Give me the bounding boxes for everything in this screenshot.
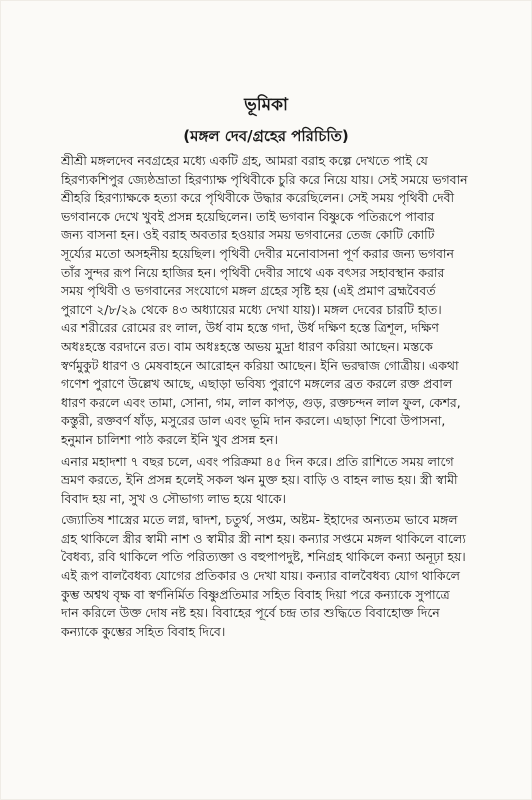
text-line: কস্তুরী, রক্তবর্ণ ষাঁড়, মসুরের ডাল এবং ভূমি দান করলে। এছাড়া শিবো উপাসনা, [61, 413, 446, 429]
text-line: জ্যোতিষ শাস্ত্রের মতে লগ্ন, দ্বাদশ, চতুর্থ, সপ্তম, অষ্টম- ইহাদের অন্যতম ভাবে মঙ্গল [61, 512, 458, 528]
text-line: সূর্য্যের মতো অসহনীয় হয়েছিল। পৃথিবী দেবীর মনোবাসনা পূর্ণ করার জন্য ভগবান [61, 245, 454, 261]
text-line: বৈধব্য, রবি থাকিলে পতি পরিত্যক্তা ও বহুপাপদুষ্ট, শনিগ্রহ থাকিলে কন্যা অনূঢ়া হয়। [61, 549, 466, 565]
text-line: হিরণ্যকশিপুর জ্যেষ্ঠভ্রাতা হিরণ্যাক্ষ পৃথিবীকে চুরি করে নিয়ে যায়। সেই সময়ে ভগবান [61, 171, 468, 187]
text-line: জন্য বাসনা হন। ওই বরাহ অবতার হওয়ার সময় ভগবানের তেজ কোটি কোটি [61, 227, 435, 243]
text-line: শ্রীহরি হিরণ্যাক্ষকে হত্যা করে পৃথিবীকে উদ্ধার করেছিলেন। সেই সময় পৃথিবী দেবী [61, 190, 455, 206]
text-line: পুরাণে ২/৮/২৯ থেকে ৪৩ অধ্যায়ের মধ্যে দেখা যায়)। মঙ্গল দেবের চারটি হাত। [61, 301, 442, 317]
text-line: ধারণ করলে এবং তামা, সোনা, গম, লাল কাপড়, গুড়, রক্তচন্দন লাল ফুল, কেশর, [61, 394, 461, 410]
text-line: ভগবানকে দেখে খুবই প্রসন্ন হয়েছিলেন। তাই ভগবান বিষ্ণুকে পতিরূপে পাবার [61, 208, 435, 224]
text-line: বিবাদ হয় না, সুখ ও সৌভাগ্য লাভ হয়ে থাকে। [61, 490, 286, 506]
text-line: এই রূপ বালবৈধব্য যোগের প্রতিকার ও দেখা যায়। কন্যার বালবৈধব্য যোগ থাকিলে [61, 568, 460, 584]
page-subtitle: (মঙ্গল দেব/গ্রহের পরিচিতি) [183, 127, 349, 145]
text-line: অধঃহস্তে বরদানে রত। বাম অধঃহস্তে অভয় মুদ্রা ধারণ করিয়া আছেন। মস্তকে [61, 338, 433, 354]
text-line: সময় পৃথিবী ও ভগবানের সংযোগে মঙ্গল গ্রহের সৃষ্টি হয় (এই প্রমাণ ব্রহ্মবৈবর্ত [61, 283, 436, 299]
text-line: ভ্রমণ করতে, ইনি প্রসন্ন হলেই সকল ঋন মুক্ত হয়। বাড়ি ও বাহন লাভ হয়। স্ত্রী স্বামী [61, 472, 458, 488]
text-line: স্বর্ণমুকুট ধারণ ও মেষবাহনে আরোহন করিয়া আছেন। ইনি ভরদ্বাজ গোত্রীয়। একথা [61, 357, 459, 373]
text-line: দান করিলে উক্ত দোষ নষ্ট হয়। বিবাহের পূর্বে চন্দ্র তার শুদ্ধিতে বিবাহোক্ত দিনে [61, 605, 440, 621]
page-title: ভূমিকা [244, 95, 288, 115]
body-text [61, 152, 487, 644]
text-line: এর শরীরের রোমের রং লাল, উর্ধ বাম হস্তে গদা, উর্ধ দক্ষিণ হস্তে ত্রিশূল, দক্ষিণ [61, 320, 439, 336]
text-line: গ্রহ থাকিলে স্ত্রীর স্বামী নাশ ও স্বামীর স্ত্রী নাশ হয়। কন্যার সপ্তমে মঙ্গল থাকিলে বাল্যে [61, 530, 466, 546]
text-line: শ্রীশ্রী মঙ্গলদেব নবগ্রহের মধ্যে একটি গ্রহ, আমরা বরাহ কল্পে দেখতে পাই যে [61, 153, 428, 168]
paragraph [61, 511, 487, 641]
text-line: কুম্ভ অশ্বথ বৃক্ষ বা স্বর্ণনির্মিত বিষ্ণুপ্রতিমার সহিত বিবাহ দিয়া পরে কন্যাকে সুপাত্রে [61, 586, 450, 602]
text-line: এনার মহাদশা ৭ বছর চলে, এবং পরিক্রমা ৪৫ দিন করে। প্রতি রাশিতে সময় লাগে [61, 453, 454, 469]
text-line: হনুমান চালিশা পাঠ করলে ইনি খুব প্রসন্ন হন। [61, 431, 278, 447]
text-line: গণেশ পুরাণে উল্লেখ আছে, এছাড়া ভবিষ্য পুরাণে মঙ্গলের ব্রত করলে রক্ত প্রবাল [61, 376, 453, 392]
text-line: তাঁর সুন্দর রূপ নিয়ে হাজির হন। পৃথিবী দেবীর সাথে এক বৎসর সহাবস্থান করার [61, 264, 445, 280]
paragraph [61, 453, 487, 509]
text-line: কন্যাকে কুম্ভের সহিত বিবাহ দিবে। [61, 623, 226, 639]
paragraph [61, 152, 487, 450]
